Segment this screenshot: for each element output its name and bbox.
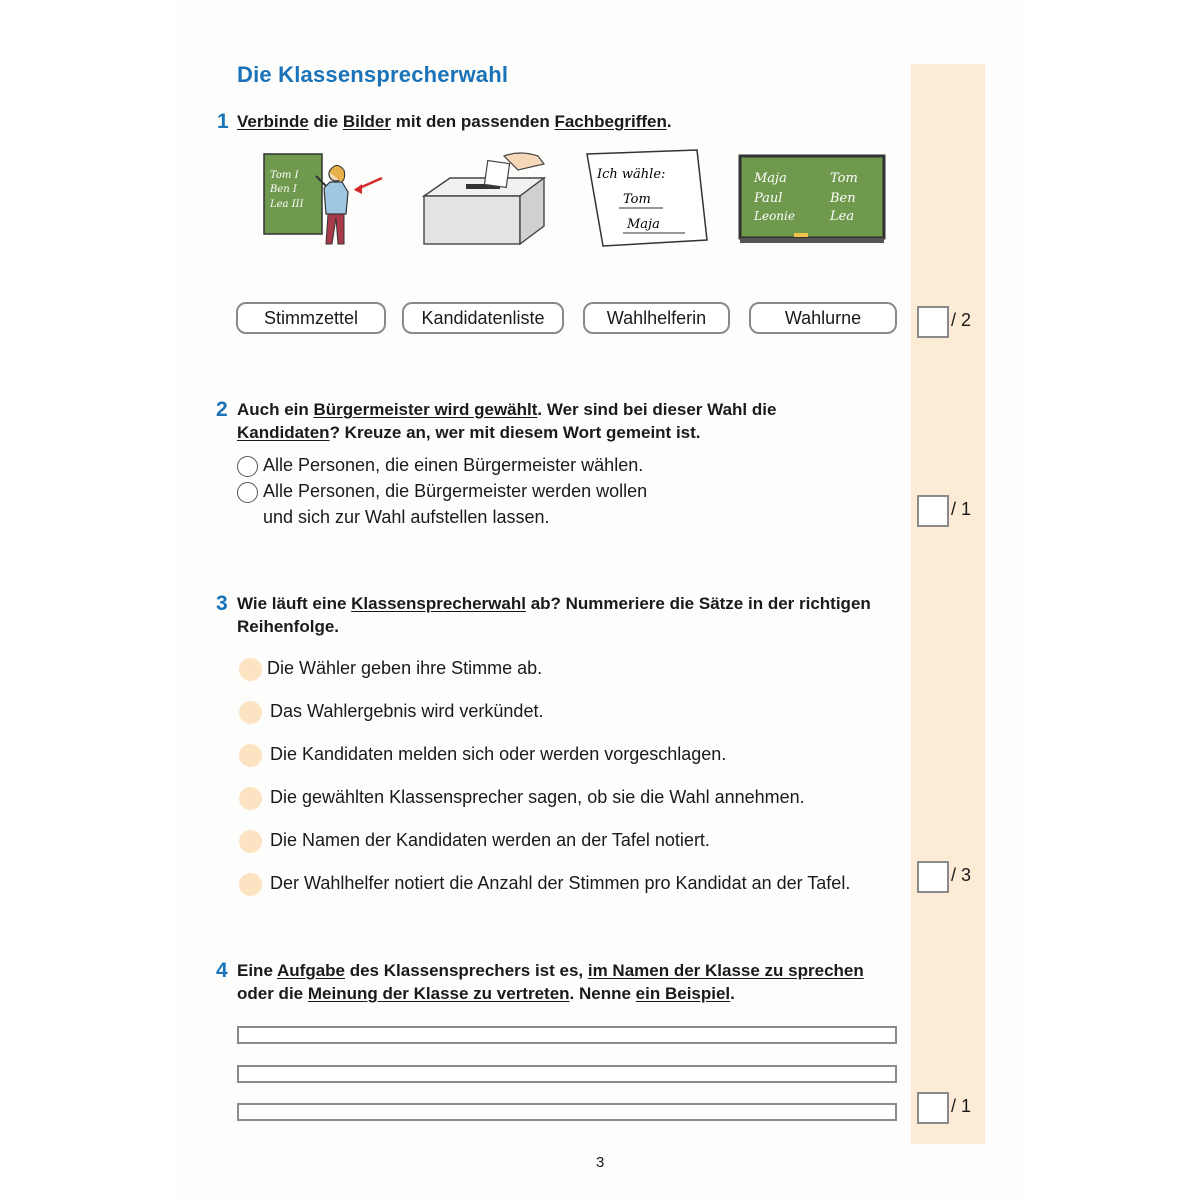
task-3-number: 3	[216, 592, 228, 615]
ballot-header: Ich wähle:	[597, 167, 666, 182]
task-2-number: 2	[216, 398, 228, 421]
instruction-line: Wie läuft eine Klassensprecherwahl ab? Nummeriere die Sätze in der richtigen	[237, 594, 871, 613]
board-ledge	[740, 238, 884, 243]
sentence: Die Kandidaten melden sich oder werden vorgeschlagen.	[270, 744, 727, 764]
keyword: Bürgermeister wird gewählt	[313, 400, 538, 419]
keyword: Klassensprecherwahl	[351, 594, 526, 613]
keyword: Aufgabe	[277, 961, 345, 980]
board-tally: Tom I	[270, 170, 299, 181]
option-2-label: Alle Personen, die Bürgermeister werden wollen	[263, 481, 648, 501]
sentence: Die Namen der Kandidaten werden an der Tafel notiert.	[270, 830, 710, 850]
page-title: Die Klassensprecherwahl	[237, 62, 509, 87]
person-legs	[326, 214, 344, 244]
task-1-instruction: Verbinde die Bilder mit den passenden Fachbegriffen.	[237, 112, 672, 131]
person-body	[324, 182, 348, 214]
keyword: Bilder	[342, 112, 392, 131]
task-2-instruction	[237, 398, 907, 444]
instruction-line: Reihenfolge.	[237, 617, 340, 636]
score-column	[911, 64, 985, 1144]
ballot-paper	[484, 161, 509, 188]
option-2-label-continued: und sich zur Wahl aufstellen lassen.	[263, 507, 550, 527]
option-2-radio[interactable]	[237, 482, 258, 503]
keyword: im Namen der Klasse zu sprechen	[587, 961, 864, 980]
order-number-field[interactable]	[239, 744, 262, 767]
keyword: Kandidaten	[237, 423, 330, 442]
term-kandidatenliste[interactable]: Kandidatenliste	[402, 302, 564, 334]
keyword: ein Beispiel	[635, 984, 731, 1003]
keyword: Verbinde	[237, 112, 309, 131]
order-number-field[interactable]	[239, 873, 262, 896]
max-score-task-2: / 1	[951, 499, 972, 519]
instruction-line: Auch ein Bürgermeister wird gewählt. Wer sind bei dieser Wahl die	[237, 400, 777, 419]
task-4-number: 4	[216, 959, 228, 982]
sentence: Die Wähler geben ihre Stimme ab.	[267, 658, 543, 678]
sentence: Der Wahlhelfer notiert die Anzahl der Stimmen pro Kandidat an der Tafel.	[270, 873, 851, 893]
term-stimmzettel[interactable]: Stimmzettel	[236, 302, 386, 334]
chalk	[794, 233, 808, 237]
option-1-label: Alle Personen, die einen Bürgermeister wählen.	[263, 455, 644, 475]
instruction-line: oder die Meinung der Klasse zu vertreten. Nenne ein Beispiel.	[237, 984, 735, 1003]
option-1-radio[interactable]	[237, 456, 258, 477]
page-number: 3	[596, 1154, 605, 1171]
order-number-field[interactable]	[239, 787, 262, 810]
candidate-name: Paul	[754, 191, 783, 206]
box-front	[424, 196, 520, 244]
ballot-name: Tom	[623, 192, 651, 207]
max-score-task-3: / 3	[951, 865, 972, 885]
candidate-name: Tom	[830, 171, 858, 186]
order-number-field[interactable]	[239, 701, 262, 724]
term-wahlurne[interactable]: Wahlurne	[749, 302, 897, 334]
task-4-instruction	[237, 959, 907, 1005]
election-helper-illustration	[262, 148, 388, 254]
score-box-task-1[interactable]	[917, 306, 949, 338]
order-number-field[interactable]	[239, 830, 262, 853]
instruction-line: Kandidaten? Kreuze an, wer mit diesem Wort gemeint ist.	[237, 423, 701, 442]
score-box-task-2[interactable]	[917, 495, 949, 527]
candidate-name: Lea	[830, 209, 855, 224]
max-score-task-1: / 2	[951, 310, 972, 330]
task-3-instruction	[237, 592, 907, 638]
sentence: Die gewählten Klassensprecher sagen, ob sie die Wahl annehmen.	[270, 787, 805, 807]
max-score-task-4: / 1	[951, 1096, 972, 1116]
score-box-task-4[interactable]	[917, 1092, 949, 1124]
ballot-box-illustration	[420, 148, 548, 248]
board-tally: Ben I	[270, 184, 297, 195]
candidate-name: Ben	[830, 191, 856, 206]
keyword: Fachbegriffen	[554, 112, 667, 131]
board-tally: Lea III	[270, 199, 304, 210]
candidate-name: Maja	[754, 171, 787, 186]
answer-line[interactable]	[237, 1103, 897, 1121]
order-number-field[interactable]	[239, 658, 262, 681]
ballot-name: Maja	[627, 217, 660, 232]
term-wahlhelferin[interactable]: Wahlhelferin	[583, 302, 730, 334]
task-1-number: 1	[217, 110, 229, 133]
score-box-task-3[interactable]	[917, 861, 949, 893]
instruction-line: Eine Aufgabe des Klassensprechers ist es, im Namen der Klasse zu sprechen	[237, 961, 864, 980]
sentence: Das Wahlergebnis wird verkündet.	[270, 701, 544, 721]
candidate-name: Leonie	[754, 209, 795, 223]
hand	[504, 153, 544, 170]
answer-line[interactable]	[237, 1026, 897, 1044]
answer-line[interactable]	[237, 1065, 897, 1083]
ballot-paper-illustration	[583, 148, 711, 248]
candidate-board-illustration	[738, 154, 886, 246]
keyword: Meinung der Klasse zu vertreten	[307, 984, 570, 1003]
